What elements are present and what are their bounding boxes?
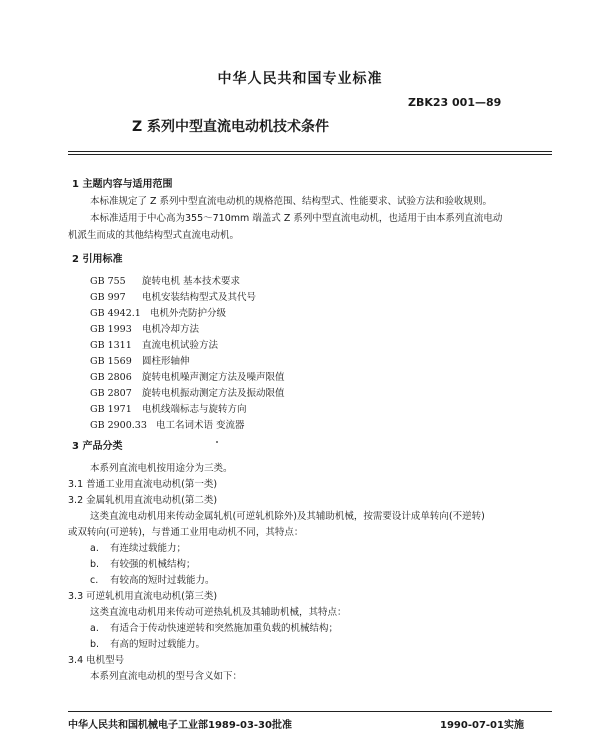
list-text: 有适合于传动快速逆转和突然施加重负载的机械结构；: [110, 623, 339, 634]
reference-code: GB 1569: [90, 356, 132, 367]
reference-title: 直流电机试验方法: [142, 340, 219, 351]
approval-line: 中华人民共和国机械电子工业部1989-03-30批准: [68, 720, 292, 731]
reference-title: 旋转电机 基本技术要求: [142, 276, 241, 287]
reference-code: GB 2900.33: [90, 420, 147, 431]
subsection-3-2-paragraph-line-1: 这类直流电动机用来传动金属轧机(可逆轧机除外)及其辅助机械，按需要设计成单转向(不逆转): [90, 511, 485, 522]
reference-code: GB 2806: [90, 372, 132, 383]
reference-item: [90, 291, 256, 305]
reference-title: 电机安装结构型式及其代号: [142, 292, 257, 303]
reference-item: [90, 275, 240, 289]
list-item: [90, 638, 205, 652]
reference-code: GB 755: [90, 276, 126, 287]
subsection-3-1-heading: 3.1 普通工业用直流电动机(第一类): [68, 479, 218, 490]
reference-title: 圆柱形轴伸: [142, 356, 190, 367]
list-item: [90, 558, 196, 572]
reference-code: GB 997: [90, 292, 126, 303]
section-1-paragraph-1: 本标准规定了 Z 系列中型直流电动机的规格范围、结构型式、性能要求、试验方法和验收规则。: [90, 196, 493, 207]
subsection-3-4-heading: 3.4 电机型号: [68, 655, 125, 666]
list-label: b.: [90, 639, 100, 650]
scan-speck: [216, 441, 218, 443]
reference-title: 电机线端标志与旋转方向: [142, 404, 247, 415]
list-text: 有较高的短时过载能力。: [110, 575, 215, 586]
top-rule-secondary: [68, 154, 552, 155]
list-text: 有较强的机械结构；: [110, 559, 196, 570]
subsection-3-4-paragraph: 本系列直流电动机的型号含义如下：: [90, 671, 243, 682]
section-3-heading: 3 产品分类: [72, 441, 123, 452]
subsection-3-2-heading: 3.2 金属轧机用直流电动机(第二类): [68, 495, 218, 506]
reference-item: [90, 355, 190, 369]
reference-code: GB 1971: [90, 404, 132, 415]
section-3-intro: 本系列直流电机按用途分为三类。: [90, 463, 233, 474]
subsection-3-3-heading: 3.3 可逆轧机用直流电动机(第三类): [68, 591, 218, 602]
reference-code: GB 1993: [90, 324, 132, 335]
section-1-heading: 1 主题内容与适用范围: [72, 179, 173, 190]
list-item: [90, 622, 338, 636]
list-text: 有高的短时过载能力。: [110, 639, 206, 650]
standard-code: ZBK23 001—89: [408, 96, 502, 109]
reference-code: GB 2807: [90, 388, 132, 399]
reference-title: 旋转电机振动测定方法及振动限值: [142, 388, 285, 399]
standard-title: 中华人民共和国专业标准: [217, 71, 383, 87]
reference-item: [90, 323, 199, 337]
reference-item: [90, 419, 245, 433]
section-1-paragraph-2-line-2: 机派生而成的其他结构型式直流电动机。: [68, 230, 240, 241]
reference-title: 旋转电机噪声测定方法及噪声限值: [142, 372, 285, 383]
reference-code: GB 4942.1: [90, 308, 141, 319]
reference-item: [90, 403, 247, 417]
reference-item: [90, 387, 285, 401]
bottom-rule: [68, 711, 552, 712]
top-rule: [68, 151, 552, 152]
effective-date: 1990-07-01实施: [440, 720, 524, 731]
list-label: a.: [90, 623, 99, 634]
subsection-3-3-paragraph: 这类直流电动机用来传动可逆热轧机及其辅助机械，其特点：: [90, 607, 347, 618]
section-2-heading: 2 引用标准: [72, 254, 123, 265]
reference-code: GB 1311: [90, 340, 132, 351]
reference-title: 电机外壳防护分级: [150, 308, 227, 319]
reference-item: [90, 307, 226, 321]
reference-title: 电工名词术语 变流器: [156, 420, 245, 431]
reference-item: [90, 339, 218, 353]
section-1-paragraph-2-line-1: 本标准适用于中心高为355～710mm 端盖式 Z 系列中型直流电动机，也适用于由本系列直流电动: [90, 213, 503, 224]
list-text: 有连续过载能力；: [110, 543, 187, 554]
document-title: Z 系列中型直流电动机技术条件: [132, 119, 330, 135]
reference-item: [90, 371, 285, 385]
list-item: [90, 542, 186, 556]
list-label: a.: [90, 543, 99, 554]
list-item: [90, 574, 215, 588]
subsection-3-2-paragraph-line-2: 或双转向(可逆转)，与普通工业用电动机不同，其特点：: [68, 527, 304, 538]
list-label: c.: [90, 575, 99, 586]
reference-title: 电机冷却方法: [142, 324, 200, 335]
list-label: b.: [90, 559, 100, 570]
